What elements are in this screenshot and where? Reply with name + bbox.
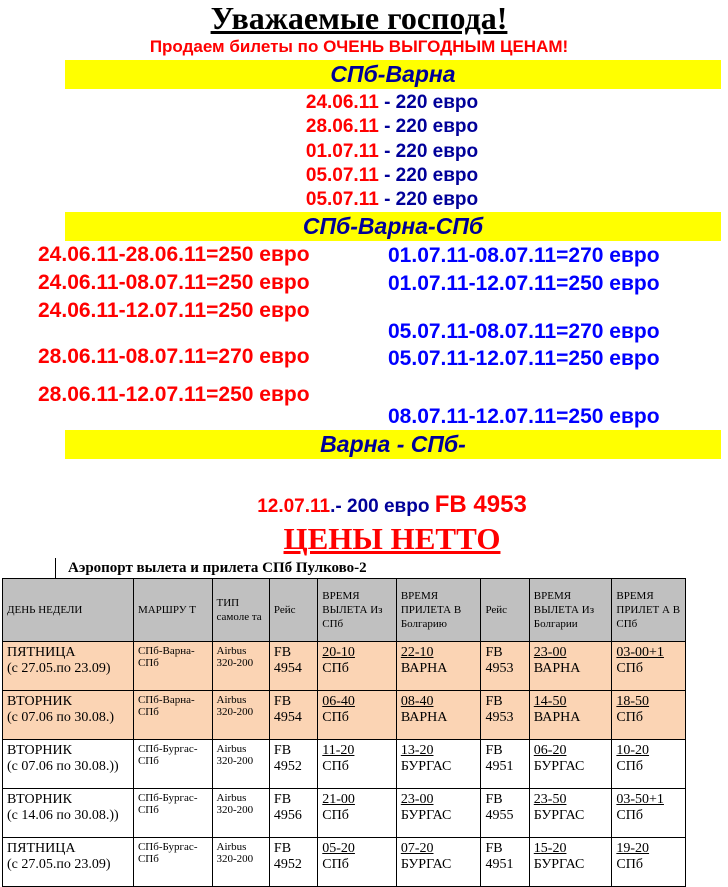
- cell-day: ПЯТНИЦА: [7, 645, 76, 660]
- cell-ret-dep-time: 23-50: [533, 792, 567, 807]
- cell-route: СПб-Бургас-СПб: [137, 841, 198, 865]
- oneway-item: [0, 164, 728, 188]
- table-cell: [133, 789, 212, 838]
- oneway-price: - 220 евро: [378, 165, 479, 186]
- table-cell: [481, 838, 529, 887]
- cell-flight2: FB 4951: [485, 743, 514, 774]
- cell-ret-dep-city: ВАРНА: [533, 710, 581, 725]
- cell-period: (с 14.06 по 30.08.)): [7, 808, 119, 823]
- cell-period: (с 27.05.по 23.09): [7, 661, 111, 676]
- cell-ret-arr-time: 18-50: [616, 694, 650, 709]
- roundtrip-right-item: 01.07.11-08.07.11=270 евро: [388, 244, 660, 267]
- cell-dep-time: 05-20: [322, 841, 355, 856]
- cell-aircraft: Airbus 320-200: [216, 645, 254, 669]
- header-cell: Рейс: [481, 579, 529, 642]
- roundtrip-left-item: 24.06.11-28.06.11=250 евро: [38, 243, 310, 266]
- band-return: Варна - СПб-: [65, 430, 721, 459]
- table-cell: [318, 789, 397, 838]
- cell-arr-city: ВАРНА: [400, 661, 448, 676]
- table-cell: [529, 838, 612, 887]
- table-cell: [481, 691, 529, 740]
- cell-ret-dep-city: БУРГАС: [533, 857, 585, 872]
- cell-ret-dep-city: БУРГАС: [533, 759, 585, 774]
- oneway-item: [0, 140, 728, 164]
- cell-dep-city: СПб: [322, 661, 349, 676]
- cell-route: СПб-Варна-СПб: [137, 694, 195, 718]
- roundtrip-right-item: 01.07.11-12.07.11=250 евро: [388, 272, 660, 295]
- cell-aircraft: Airbus 320-200: [216, 841, 254, 865]
- table-cell: [481, 740, 529, 789]
- cell-arr-city: БУРГАС: [400, 759, 452, 774]
- cell-arr-city: БУРГАС: [400, 857, 452, 872]
- table-cell: [269, 691, 317, 740]
- oneway-item: [0, 115, 728, 139]
- oneway-date: 24.06.11: [305, 92, 379, 113]
- roundtrip-left-item: 28.06.11-12.07.11=250 евро: [38, 383, 310, 406]
- cell-ret-arr-city: СПб: [616, 710, 643, 725]
- table-cell: [396, 642, 481, 691]
- divider-line: [55, 558, 56, 578]
- cell-ret-dep-time: 14-50: [533, 694, 567, 709]
- cell-flight1: FB 4954: [273, 645, 302, 676]
- table-cell: [529, 642, 612, 691]
- table-cell: [396, 789, 481, 838]
- cell-flight1: FB 4952: [273, 841, 302, 872]
- oneway-date: 05.07.11: [305, 165, 379, 186]
- roundtrip-right-item: 08.07.11-12.07.11=250 евро: [388, 405, 660, 428]
- table-cell: [269, 838, 317, 887]
- oneway-price: - 220 евро: [378, 189, 479, 210]
- roundtrip-left-item: 24.06.11-08.07.11=250 евро: [38, 271, 310, 294]
- oneway-price: - 220 евро: [378, 116, 479, 137]
- roundtrip-left-item: 24.06.11-12.07.11=250 евро: [38, 299, 310, 322]
- table-cell: [269, 740, 317, 789]
- cell-aircraft: Airbus 320-200: [216, 743, 254, 767]
- cell-ret-arr-time: 10-20: [616, 743, 650, 758]
- table-cell: [212, 789, 269, 838]
- cell-arr-time: 22-10: [400, 645, 434, 660]
- cell-aircraft: Airbus 320-200: [216, 792, 254, 816]
- page-title: Уважаемые господа!: [210, 0, 508, 36]
- table-cell: [133, 691, 212, 740]
- cell-day: ВТОРНИК: [7, 792, 72, 807]
- table-cell: [396, 691, 481, 740]
- table-cell: [481, 789, 529, 838]
- cell-day: ВТОРНИК: [7, 743, 72, 758]
- table-cell: [3, 642, 134, 691]
- cell-ret-arr-city: СПб: [616, 857, 643, 872]
- cell-flight2: FB 4955: [485, 792, 514, 823]
- table-cell: [133, 740, 212, 789]
- table-cell: [612, 838, 686, 887]
- cell-arr-city: ВАРНА: [400, 710, 448, 725]
- cell-flight1: FB 4954: [273, 694, 302, 725]
- table-header-row: [3, 579, 686, 642]
- cell-ret-arr-time: 03-00+1: [616, 645, 664, 660]
- schedule-table: [2, 578, 686, 887]
- oneway-item: [0, 188, 728, 212]
- table-cell: [133, 642, 212, 691]
- table-cell: [212, 642, 269, 691]
- roundtrip-right-item: 05.07.11-12.07.11=250 евро: [388, 347, 660, 370]
- table-row: [3, 838, 686, 887]
- table-cell: [612, 691, 686, 740]
- table-cell: [612, 642, 686, 691]
- header-cell: ВРЕМЯ ВЫЛЕТА Из Болгарии: [529, 579, 612, 642]
- header-cell: ВРЕМЯ ПРИЛЕТА В Болгарию: [396, 579, 481, 642]
- header-cell: Рейс: [269, 579, 317, 642]
- cell-flight2: FB 4951: [485, 841, 514, 872]
- roundtrip-right-item: 05.07.11-08.07.11=270 евро: [388, 320, 660, 343]
- table-cell: [212, 691, 269, 740]
- oneway-date: 05.07.11: [305, 189, 379, 210]
- oneway-price: - 220 евро: [378, 141, 479, 162]
- return-date: 12.07.11: [257, 496, 331, 517]
- cell-day: ВТОРНИК: [7, 694, 72, 709]
- band-roundtrip: СПб-Варна-СПб: [65, 212, 721, 241]
- table-cell: [612, 789, 686, 838]
- cell-arr-city: БУРГАС: [400, 808, 452, 823]
- header-cell: ВРЕМЯ ВЫЛЕТА Из СПб: [318, 579, 397, 642]
- cell-ret-arr-time: 19-20: [616, 841, 650, 856]
- return-flight: FB 4953: [434, 491, 527, 518]
- subtitle-lead: Продаем билеты по: [149, 37, 324, 56]
- table-cell: [3, 789, 134, 838]
- table-cell: [3, 838, 134, 887]
- cell-ret-arr-time: 03-50+1: [616, 792, 664, 807]
- oneway-date: 01.07.11: [305, 141, 379, 162]
- table-row: [3, 642, 686, 691]
- header-cell: ТИП самоле та: [212, 579, 269, 642]
- table-cell: [481, 642, 529, 691]
- cell-ret-dep-time: 15-20: [533, 841, 567, 856]
- table-row: [3, 789, 686, 838]
- cell-dep-time: 21-00: [322, 792, 355, 807]
- oneway-date: 28.06.11: [305, 116, 379, 137]
- cell-dep-city: СПб: [322, 857, 349, 872]
- cell-dep-city: СПб: [322, 710, 349, 725]
- table-cell: [269, 642, 317, 691]
- cell-ret-dep-city: БУРГАС: [533, 808, 585, 823]
- oneway-item: [0, 91, 728, 115]
- table-cell: [269, 789, 317, 838]
- cell-arr-time: 08-40: [400, 694, 434, 709]
- cell-ret-arr-city: СПб: [616, 759, 643, 774]
- cell-route: СПб-Варна-СПб: [137, 645, 195, 669]
- table-cell: [3, 740, 134, 789]
- table-cell: [212, 838, 269, 887]
- table-cell: [396, 838, 481, 887]
- cell-flight1: FB 4956: [273, 792, 302, 823]
- table-cell: [212, 740, 269, 789]
- cell-arr-time: 13-20: [400, 743, 434, 758]
- subtitle-emphasis: ОЧЕНЬ ВЫГОДНЫМ ЦЕНАМ!: [323, 37, 569, 56]
- cell-day: ПЯТНИЦА: [7, 841, 76, 856]
- table-cell: [133, 838, 212, 887]
- cell-period: (с 27.05.по 23.09): [7, 857, 111, 872]
- table-cell: [529, 691, 612, 740]
- table-row: [3, 740, 686, 789]
- netto-heading: ЦЕНЫ НЕТТО: [283, 521, 501, 556]
- cell-ret-dep-time: 06-20: [533, 743, 567, 758]
- table-cell: [529, 789, 612, 838]
- oneway-price: - 220 евро: [378, 92, 479, 113]
- cell-arr-time: 07-20: [400, 841, 434, 856]
- table-cell: [318, 642, 397, 691]
- cell-flight1: FB 4952: [273, 743, 302, 774]
- cell-dep-city: СПб: [322, 759, 349, 774]
- cell-dep-time: 06-40: [322, 694, 355, 709]
- header-cell: ДЕНЬ НЕДЕЛИ: [3, 579, 134, 642]
- airport-note: Аэропорт вылета и прилета СПб Пулково-2: [68, 560, 367, 576]
- table-cell: [318, 691, 397, 740]
- header-cell: МАРШРУ Т: [133, 579, 212, 642]
- return-price: .- 200 евро: [330, 496, 435, 517]
- table-cell: [529, 740, 612, 789]
- roundtrip-left-item: 28.06.11-08.07.11=270 евро: [38, 345, 310, 368]
- cell-dep-time: 11-20: [322, 743, 355, 758]
- cell-dep-city: СПб: [322, 808, 349, 823]
- header-cell: ВРЕМЯ ПРИЛЕТ А В СПб: [612, 579, 686, 642]
- cell-route: СПб-Бургас-СПб: [137, 792, 198, 816]
- return-offer: [0, 491, 728, 522]
- table-cell: [612, 740, 686, 789]
- table-cell: [396, 740, 481, 789]
- cell-dep-time: 20-10: [322, 645, 355, 660]
- cell-flight2: FB 4953: [485, 645, 514, 676]
- cell-period: (с 07.06 по 30.08.): [7, 710, 115, 725]
- band-oneway: СПб-Варна: [65, 60, 721, 89]
- cell-ret-dep-city: ВАРНА: [533, 661, 581, 676]
- table-cell: [318, 838, 397, 887]
- cell-arr-time: 23-00: [400, 792, 434, 807]
- cell-route: СПб-Бургас-СПб: [137, 743, 198, 767]
- table-cell: [318, 740, 397, 789]
- cell-period: (с 07.06 по 30.08.)): [7, 759, 119, 774]
- cell-ret-arr-city: СПб: [616, 661, 643, 676]
- cell-ret-dep-time: 23-00: [533, 645, 567, 660]
- cell-aircraft: Airbus 320-200: [216, 694, 254, 718]
- table-cell: [3, 691, 134, 740]
- table-row: [3, 691, 686, 740]
- cell-flight2: FB 4953: [485, 694, 514, 725]
- cell-ret-arr-city: СПб: [616, 808, 643, 823]
- page-subtitle: [0, 37, 718, 57]
